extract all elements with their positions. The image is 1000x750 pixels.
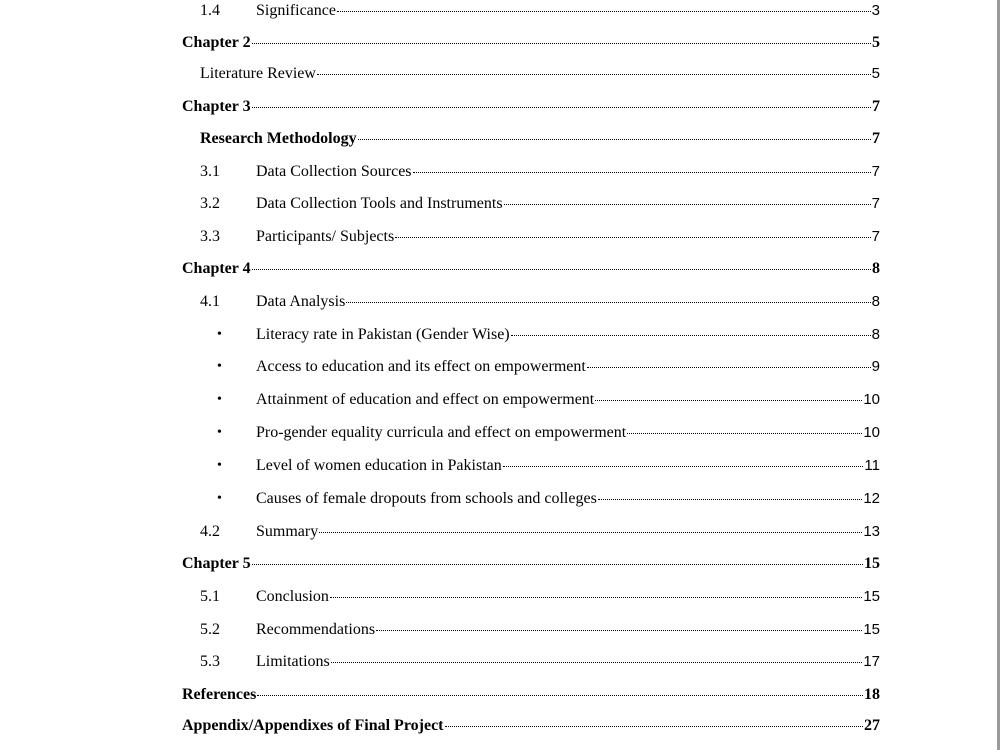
toc-entry-title: Data Analysis (256, 293, 346, 310)
dot-leader (252, 269, 871, 270)
dot-leader (445, 726, 864, 727)
dot-leader (413, 172, 871, 173)
toc-entry-title: Significance (256, 2, 336, 19)
toc-entry[interactable] (0, 32, 1000, 54)
toc-entry[interactable] (0, 521, 1000, 543)
toc-entry-title: Chapter 3 (182, 98, 251, 115)
toc-entry-title: Appendix/Appendixes of Final Project (182, 717, 444, 734)
toc-entry-title: Summary (256, 523, 319, 540)
toc-entry-page-number: 8 (871, 326, 880, 343)
toc-entry[interactable] (0, 586, 1000, 608)
dot-leader (358, 139, 871, 140)
toc-entry-page-number: 13 (863, 523, 880, 540)
toc-entry-page-number: 5 (872, 34, 880, 51)
bullet-icon: • (217, 425, 222, 440)
dot-leader (337, 11, 871, 12)
toc-entry[interactable] (0, 193, 1000, 215)
dot-leader (317, 74, 871, 75)
dot-leader (319, 532, 862, 533)
toc-entry[interactable] (0, 161, 1000, 183)
toc-entry-title: Recommendations (256, 621, 376, 638)
toc-entry[interactable] (0, 96, 1000, 118)
toc-entry[interactable] (0, 258, 1000, 280)
toc-entry-page-number: 11 (864, 457, 880, 474)
toc-entry[interactable] (0, 128, 1000, 150)
toc-entry-title: Research Methodology (200, 130, 357, 147)
toc-entry-title: Causes of female dropouts from schools and colleges (256, 490, 597, 507)
toc-entry-page-number: 27 (864, 717, 880, 734)
toc-entry-page-number: 7 (872, 98, 880, 115)
dot-leader (598, 499, 863, 500)
dot-leader (376, 630, 862, 631)
toc-entry-title: Literacy rate in Pakistan (Gender Wise) (256, 326, 510, 343)
dot-leader (257, 695, 863, 696)
toc-entry-page-number: 15 (863, 621, 880, 638)
toc-entry-number: 3.2 (200, 195, 220, 212)
toc-entry[interactable] (0, 0, 1000, 22)
toc-entry-page-number: 12 (863, 490, 880, 507)
dot-leader (587, 367, 871, 368)
toc-entry[interactable] (0, 389, 1000, 411)
bullet-icon: • (217, 392, 222, 407)
dot-leader (503, 466, 864, 467)
toc-entry-page-number: 15 (863, 588, 880, 605)
toc-entry[interactable] (0, 63, 1000, 85)
toc-entry[interactable] (0, 422, 1000, 444)
dot-leader (595, 400, 862, 401)
toc-entry-page-number: 7 (871, 195, 880, 212)
bullet-icon: • (217, 327, 222, 342)
dot-leader (504, 204, 871, 205)
dot-leader (395, 237, 870, 238)
toc-entry-title: Limitations (256, 653, 330, 670)
toc-entry[interactable] (0, 356, 1000, 378)
toc-entry[interactable] (0, 619, 1000, 641)
toc-entry-title: Literature Review (200, 65, 316, 82)
toc-entry-page-number: 7 (871, 228, 880, 245)
toc-entry-title: Access to education and its effect on empowerment (256, 358, 586, 375)
toc-entry[interactable] (0, 291, 1000, 313)
bullet-icon: • (217, 359, 222, 374)
toc-entry-number: 5.1 (200, 588, 220, 605)
toc-entry-page-number: 5 (871, 65, 880, 82)
toc-entry-page-number: 17 (863, 653, 880, 670)
toc-entry-title: Attainment of education and effect on empowerment (256, 391, 595, 408)
toc-entry[interactable] (0, 455, 1000, 477)
toc-entry[interactable] (0, 488, 1000, 510)
toc-entry-number: 1.4 (200, 2, 220, 19)
toc-entry-page-number: 3 (871, 2, 880, 19)
toc-entry-title: References (182, 686, 257, 703)
toc-entry[interactable] (0, 324, 1000, 346)
toc-entry[interactable] (0, 651, 1000, 673)
toc-entry-page-number: 18 (864, 686, 880, 703)
toc-entry-page-number: 10 (863, 391, 880, 408)
toc-entry-page-number: 8 (871, 293, 880, 310)
dot-leader (252, 43, 871, 44)
dot-leader (252, 107, 871, 108)
toc-entry-title: Conclusion (256, 588, 329, 605)
toc-entry-title: Pro-gender equality curricula and effect on empowerment (256, 424, 627, 441)
dot-leader (627, 433, 862, 434)
toc-entry-number: 5.3 (200, 653, 220, 670)
dot-leader (511, 335, 871, 336)
dot-leader (346, 302, 870, 303)
toc-entry[interactable] (0, 553, 1000, 575)
toc-entry-page-number: 10 (863, 424, 880, 441)
toc-entry[interactable] (0, 226, 1000, 248)
toc-entry-title: Level of women education in Pakistan (256, 457, 502, 474)
toc-entry[interactable] (0, 684, 1000, 706)
dot-leader (330, 597, 862, 598)
toc-entry-page-number: 7 (872, 130, 880, 147)
toc-entry-page-number: 15 (864, 555, 880, 572)
toc-entry-number: 4.2 (200, 523, 220, 540)
toc-entry-number: 3.3 (200, 228, 220, 245)
toc-entry-number: 4.1 (200, 293, 220, 310)
toc-entry-page-number: 8 (872, 260, 880, 277)
toc-entry-title: Chapter 4 (182, 260, 251, 277)
bullet-icon: • (217, 458, 222, 473)
toc-entry-title: Chapter 2 (182, 34, 251, 51)
toc-entry-page-number: 9 (871, 358, 880, 375)
bullet-icon: • (217, 491, 222, 506)
toc-entry-number: 3.1 (200, 163, 220, 180)
toc-entry-title: Participants/ Subjects (256, 228, 395, 245)
toc-entry-title: Data Collection Sources (256, 163, 412, 180)
toc-entry-title: Data Collection Tools and Instruments (256, 195, 503, 212)
dot-leader (252, 564, 863, 565)
toc-entry-page-number: 7 (871, 163, 880, 180)
toc-entry-number: 5.2 (200, 621, 220, 638)
toc-entry[interactable] (0, 715, 1000, 737)
dot-leader (331, 662, 863, 663)
toc-entry-title: Chapter 5 (182, 555, 251, 572)
